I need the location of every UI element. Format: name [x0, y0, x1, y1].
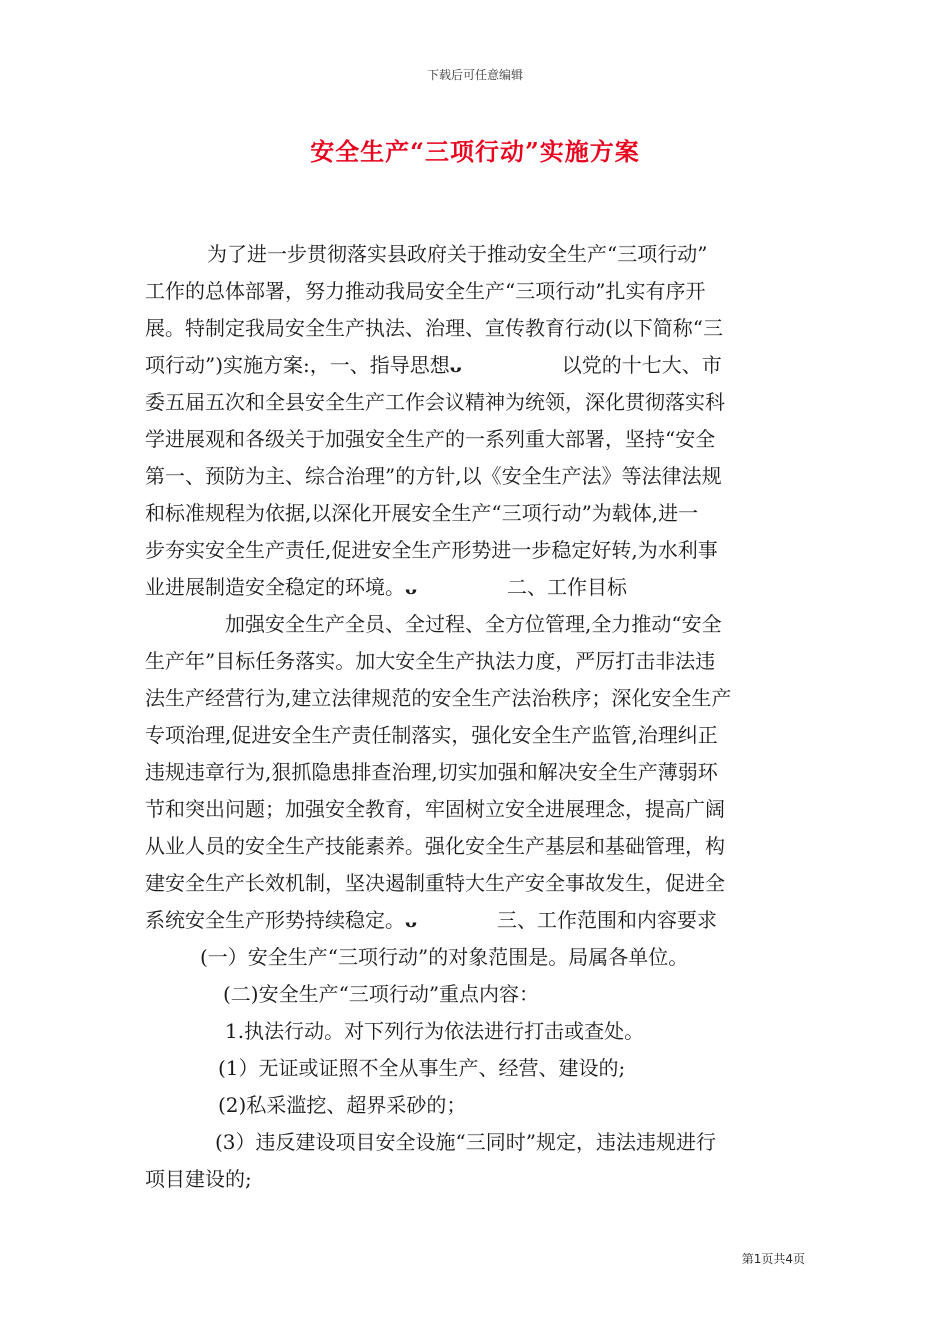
line-text: (一）安全生产“三项行动”的对象范围是。局属各单位。: [200, 945, 689, 969]
line-text: 1.执法行动。对下列行为依法进行打击或查处。: [225, 1019, 645, 1043]
document-body: [145, 236, 810, 1198]
line-text: 项目建设的;: [145, 1167, 252, 1191]
text-line: [145, 273, 810, 310]
line-text: 第一、预防为主、综合治理”的方针,以《安全生产法》等法律法规: [145, 464, 722, 488]
text-line: [145, 458, 810, 495]
text-line: [145, 1013, 810, 1050]
line-text: 违规违章行为,狠抓隐患排查治理,切实加强和解决安全生产薄弱环: [145, 760, 718, 784]
line-text: 专项治理,促进安全生产责任制落实，强化安全生产监管,治理纠正: [145, 723, 718, 747]
line-text: 为了进一步贯彻落实县政府关于推动安全生产“三项行动”: [207, 242, 708, 266]
line-text: 系统安全生产形势持续稳定。: [145, 908, 405, 932]
line-text: 展。特制定我局安全生产执法、治理、宣传教育行动(以下简称“三: [145, 316, 724, 340]
text-line: [145, 865, 810, 902]
line-text: (2)私采滥挖、超界采砂的；: [218, 1093, 467, 1117]
page-number: 第1页共4页: [741, 1252, 805, 1266]
text-line: [145, 643, 810, 680]
text-line: [145, 902, 810, 939]
text-line: [145, 754, 810, 791]
line-text: (1）无证或证照不全从事生产、经营、建设的;: [218, 1056, 626, 1080]
line-text: 建安全生产长效机制，坚决遏制重特大生产安全事故发生，促进全: [145, 871, 725, 895]
bullet-glyph: ᴗ: [449, 356, 462, 377]
line-text: 法生产经营行为,建立法律规范的安全生产法治秩序；深化安全生产: [145, 686, 732, 710]
text-line: [145, 1161, 810, 1198]
text-line: [145, 606, 810, 643]
text-line: [145, 569, 810, 606]
text-line: [145, 717, 810, 754]
line-text: 生产年”目标任务落实。加大安全生产执法力度，严厉打击非法违: [145, 649, 716, 673]
line-tail-text: 以党的十七大、市: [561, 353, 722, 377]
text-line: [145, 1050, 810, 1087]
line-text: 节和突出问题；加强安全教育，牢固树立安全进展理念，提高广阔: [145, 797, 725, 821]
text-line: [145, 495, 810, 532]
text-line: [145, 236, 810, 273]
text-line: [145, 310, 810, 347]
line-tail-text: 三、工作范围和内容要求: [497, 908, 718, 932]
header-note: 下载后可任意编辑: [426, 68, 523, 82]
line-text: 加强安全生产全员、全过程、全方位管理,全力推动“安全: [225, 612, 722, 636]
line-text: 工作的总体部署，努力推动我局安全生产“三项行动”扎实有序开: [145, 279, 706, 303]
document-title: 安全生产“三项行动”实施方案: [310, 137, 640, 166]
line-text: 项行动”)实施方案:，一、指导思想: [145, 353, 450, 377]
text-line: [145, 791, 810, 828]
line-text: 从业人员的安全生产技能素养。强化安全生产基层和基础管理，构: [145, 834, 725, 858]
text-line: [145, 347, 810, 384]
line-tail-text: 二、工作目标: [507, 575, 628, 599]
line-text: 业进展制造安全稳定的环境。: [145, 575, 405, 599]
text-line: [145, 680, 810, 717]
line-text: 委五届五次和全县安全生产工作会议精神为统领，深化贯彻落实科: [145, 390, 725, 414]
text-line: [145, 532, 810, 569]
bullet-glyph: ᴗ: [405, 911, 418, 932]
text-line: [145, 1124, 810, 1161]
text-line: [145, 1087, 810, 1124]
text-line: [145, 421, 810, 458]
bullet-glyph: ᴗ: [405, 578, 418, 599]
line-text: 步夯实安全生产责任,促进安全生产形势进一步稳定好转,为水利事: [145, 538, 718, 562]
text-line: [145, 384, 810, 421]
text-line: [145, 828, 810, 865]
line-text: 和标准规程为依据,以深化开展安全生产“三项行动”为载体,进一: [145, 501, 699, 525]
line-text: 学进展观和各级关于加强安全生产的一系列重大部署，坚持“安全: [145, 427, 716, 451]
text-line: [145, 976, 810, 1013]
text-line: [145, 939, 810, 976]
line-text: (二)安全生产“三项行动”重点内容：: [223, 982, 540, 1006]
line-text: (3）违反建设项目安全设施“三同时”规定，违法违规进行: [215, 1130, 716, 1154]
